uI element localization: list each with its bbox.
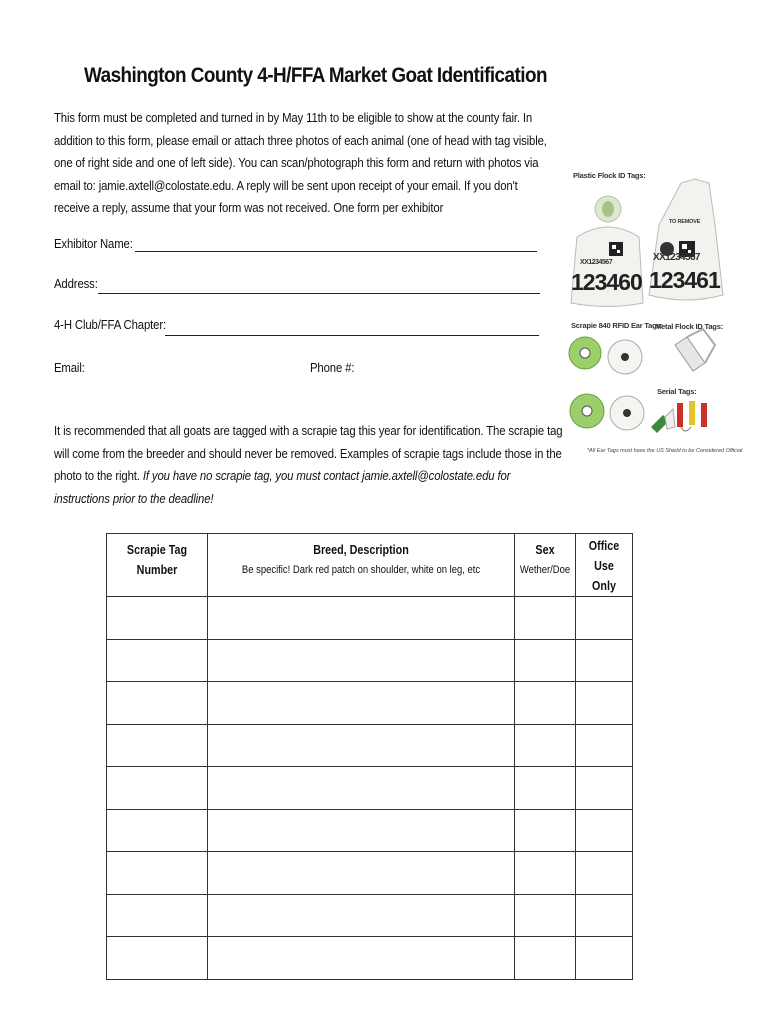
plastic-tag-2-small-number: XX1234567 bbox=[653, 252, 700, 263]
sex-cell[interactable] bbox=[515, 639, 576, 682]
rec-line-plain: photo to the right. bbox=[54, 468, 143, 484]
table-row bbox=[107, 894, 633, 937]
intro-line: email to: jamie.axtell@colostate.edu. A reply will be sent upon receipt of your email. If you don't bbox=[54, 177, 518, 193]
metal-tag-icon bbox=[675, 329, 715, 371]
sex-cell[interactable] bbox=[515, 809, 576, 852]
office-use-cell bbox=[576, 809, 633, 852]
sex-cell[interactable] bbox=[515, 852, 576, 895]
tag-illustration bbox=[563, 165, 731, 465]
sex-cell[interactable] bbox=[515, 894, 576, 937]
breed-cell[interactable] bbox=[208, 767, 515, 810]
table-row bbox=[107, 724, 633, 767]
table-row bbox=[107, 639, 633, 682]
rec-line: It is recommended that all goats are tagged with a scrapie tag this year for identification. The scrapie tag bbox=[54, 423, 563, 438]
table-row bbox=[107, 597, 633, 640]
office-use-cell bbox=[576, 767, 633, 810]
rfid-tags-icon bbox=[569, 337, 644, 430]
breed-cell[interactable] bbox=[208, 682, 515, 725]
breed-cell[interactable] bbox=[208, 639, 515, 682]
table-row bbox=[107, 682, 633, 725]
intro-line: addition to this form, please email or attach three photos of each animal (one of head with tag visible, bbox=[54, 132, 547, 148]
table-row bbox=[107, 852, 633, 895]
intro-line: This form must be completed and turned in by May 11th to be eligible to show at the county fair. In bbox=[54, 110, 533, 125]
office-use-cell bbox=[576, 852, 633, 895]
office-use-cell bbox=[576, 937, 633, 980]
header-office-use: Office Use Only bbox=[576, 534, 633, 597]
exhibitor-name-label: Exhibitor Name: bbox=[54, 236, 133, 251]
address-field[interactable] bbox=[98, 293, 540, 294]
tag-number-cell[interactable] bbox=[107, 809, 208, 852]
tag-number-cell[interactable] bbox=[107, 894, 208, 937]
goat-id-table bbox=[106, 533, 633, 980]
breed-cell[interactable] bbox=[208, 894, 515, 937]
tag-examples-image bbox=[563, 165, 743, 465]
club-chapter-field[interactable] bbox=[165, 335, 539, 336]
tag-number-cell[interactable] bbox=[107, 682, 208, 725]
header-scrapie-tag: Scrapie Tag Number bbox=[107, 534, 208, 597]
rec-line-italic: instructions prior to the deadline! bbox=[54, 490, 214, 506]
scrapie-recommendation bbox=[54, 420, 563, 510]
breed-cell[interactable] bbox=[208, 597, 515, 640]
sex-cell[interactable] bbox=[515, 597, 576, 640]
tag-footnote: *All Ear Tags must have the US Shield to be Considered Official bbox=[587, 448, 743, 454]
plastic-tag-2-number: 123461 bbox=[649, 267, 720, 293]
breed-cell[interactable] bbox=[208, 852, 515, 895]
rec-line bbox=[54, 465, 555, 488]
intro-line: one of right side and one of left side). You can scan/photograph this form and return with photos via bbox=[54, 155, 539, 171]
email-label: Email: bbox=[54, 360, 85, 375]
serial-tags-caption: Serial Tags: bbox=[657, 387, 697, 396]
plastic-tags-caption: Plastic Flock ID Tags: bbox=[573, 171, 646, 180]
rec-line: will come from the breeder and should never be removed. Examples of scrapie tags include those in the bbox=[54, 445, 562, 461]
table-body bbox=[107, 597, 633, 980]
exhibitor-name-field[interactable] bbox=[135, 251, 537, 252]
phone-label: Phone #: bbox=[310, 360, 355, 375]
table-header-row bbox=[107, 534, 633, 597]
office-use-cell bbox=[576, 682, 633, 725]
address-label: Address: bbox=[54, 276, 98, 291]
table-row bbox=[107, 809, 633, 852]
tag-number-cell[interactable] bbox=[107, 767, 208, 810]
office-use-cell bbox=[576, 639, 633, 682]
sex-cell[interactable] bbox=[515, 682, 576, 725]
header-breed: Breed, Description Be specific! Dark red patch on shoulder, white on leg, etc bbox=[208, 534, 515, 597]
plastic-tag-1-small-number: XX1234567 bbox=[580, 259, 613, 266]
page-title: Washington County 4-H/FFA Market Goat Identification bbox=[84, 64, 547, 87]
club-chapter-label: 4-H Club/FFA Chapter: bbox=[54, 317, 167, 332]
tag-number-cell[interactable] bbox=[107, 724, 208, 767]
intro-line: receive a reply, assume that your form was not received. One form per exhibitor bbox=[54, 200, 444, 216]
breed-cell[interactable] bbox=[208, 809, 515, 852]
office-use-cell bbox=[576, 894, 633, 937]
header-sex: Sex Wether/Doe bbox=[515, 534, 576, 597]
breed-cell[interactable] bbox=[208, 724, 515, 767]
plastic-tag-1-number: 123460 bbox=[571, 269, 642, 295]
serial-tags-icon bbox=[651, 401, 707, 433]
tag-number-cell[interactable] bbox=[107, 852, 208, 895]
rec-line-italic: If you have no scrapie tag, you must contact jamie.axtell@colostate.edu for bbox=[142, 468, 511, 484]
sex-cell[interactable] bbox=[515, 724, 576, 767]
tag-number-cell[interactable] bbox=[107, 597, 208, 640]
table-row bbox=[107, 937, 633, 980]
office-use-cell bbox=[576, 597, 633, 640]
metal-tags-caption: Metal Flock ID Tags: bbox=[655, 322, 723, 331]
table-row bbox=[107, 767, 633, 810]
office-use-cell bbox=[576, 724, 633, 767]
plastic-tag-2-top-text: TO REMOVE bbox=[669, 219, 701, 225]
tag-number-cell[interactable] bbox=[107, 937, 208, 980]
tag-number-cell[interactable] bbox=[107, 639, 208, 682]
sex-cell[interactable] bbox=[515, 767, 576, 810]
intro-paragraph bbox=[54, 107, 547, 220]
sex-cell[interactable] bbox=[515, 937, 576, 980]
rfid-tags-caption: Scrapie 840 RFID Ear Tags: bbox=[571, 321, 663, 330]
breed-cell[interactable] bbox=[208, 937, 515, 980]
